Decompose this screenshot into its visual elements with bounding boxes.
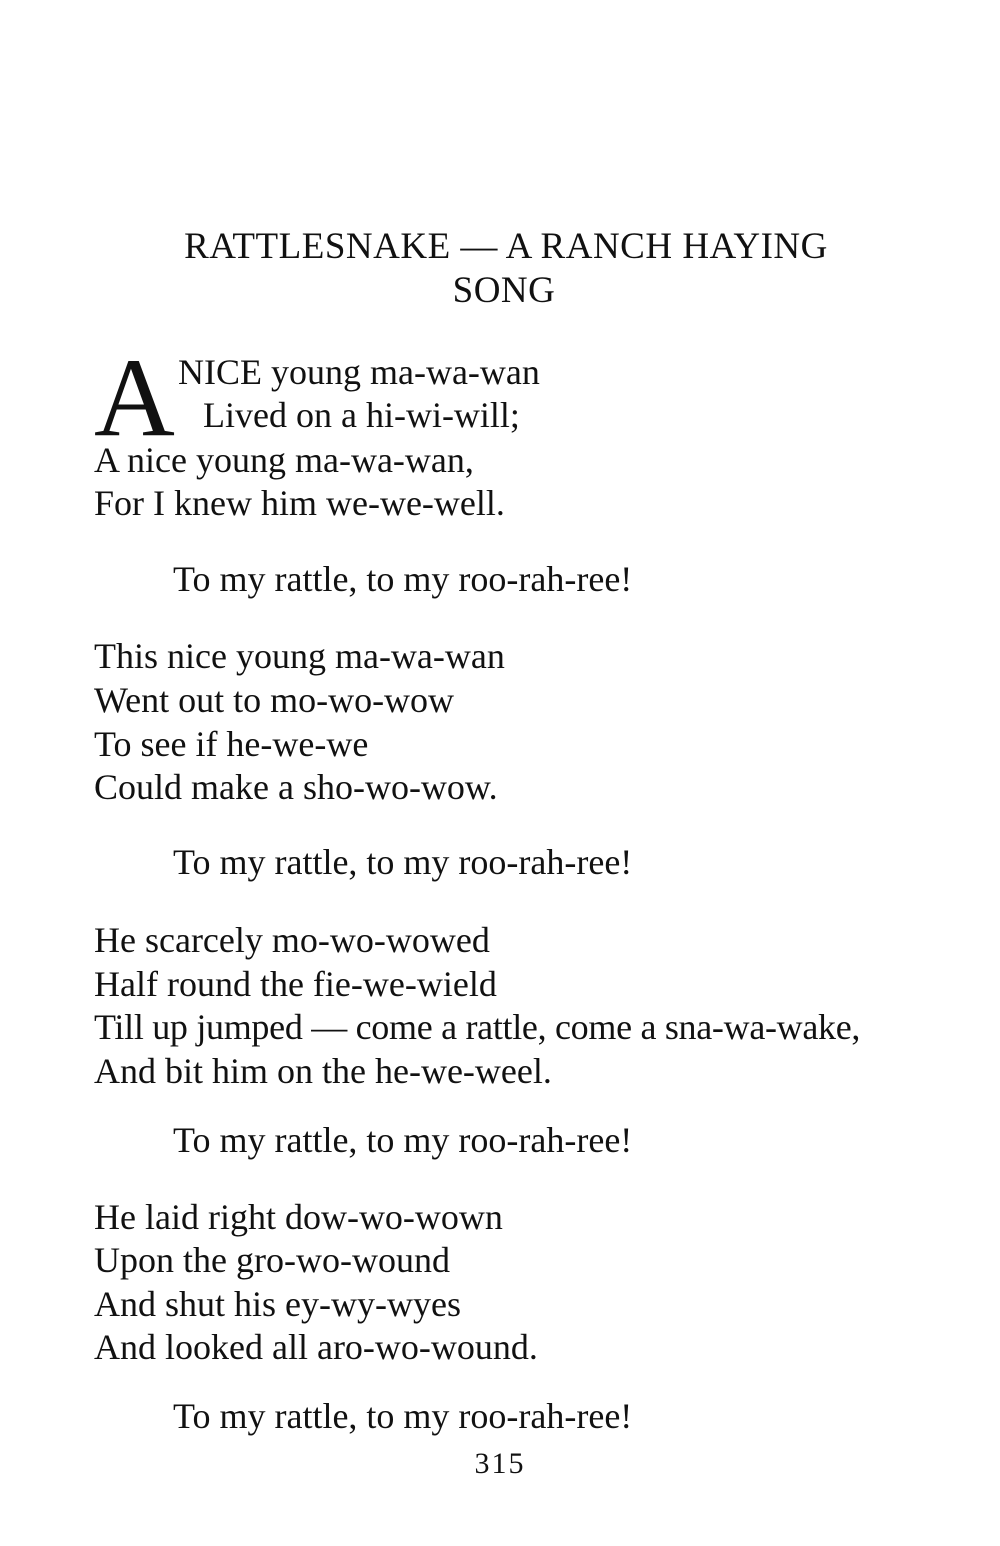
verse-line: And shut his ey-wy-wyes bbox=[94, 1284, 461, 1324]
poem-title-line-1: RATTLESNAKE — A RANCH HAYING bbox=[184, 226, 828, 267]
verse-line: To see if he-we-we bbox=[94, 724, 369, 764]
verse-line: Half round the fie-we-wield bbox=[94, 964, 497, 1004]
verse-line: Lived on a hi-wi-will; bbox=[203, 395, 520, 435]
refrain-line: To my rattle, to my roo-rah-ree! bbox=[173, 1396, 633, 1436]
verse-line: And looked all aro-wo-wound. bbox=[94, 1327, 538, 1367]
verse-line: Upon the gro-wo-wound bbox=[94, 1240, 450, 1280]
refrain-line: To my rattle, to my roo-rah-ree! bbox=[173, 842, 633, 882]
verse-line: And bit him on the he-we-weel. bbox=[94, 1051, 552, 1091]
refrain-line: To my rattle, to my roo-rah-ree! bbox=[173, 1120, 633, 1160]
verse-line: Went out to mo-wo-wow bbox=[94, 680, 455, 720]
verse-line: Till up jumped — come a rattle, come a sna-wa-wake, bbox=[94, 1007, 861, 1047]
verse-line: For I knew him we-we-well. bbox=[94, 483, 505, 523]
verse-line: He scarcely mo-wo-wowed bbox=[94, 920, 490, 960]
poem-title-line-2: SONG bbox=[452, 270, 556, 311]
verse-line: NICE young ma-wa-wan bbox=[178, 352, 540, 392]
drop-cap-letter: A bbox=[94, 336, 175, 460]
refrain-line: To my rattle, to my roo-rah-ree! bbox=[173, 559, 633, 599]
verse-line: He laid right dow-wo-wown bbox=[94, 1197, 503, 1237]
verse-line: This nice young ma-wa-wan bbox=[94, 636, 505, 676]
page-number: 315 bbox=[474, 1447, 526, 1480]
verse-line: Could make a sho-wo-wow. bbox=[94, 767, 498, 807]
verse-line: A nice young ma-wa-wan, bbox=[94, 440, 474, 480]
